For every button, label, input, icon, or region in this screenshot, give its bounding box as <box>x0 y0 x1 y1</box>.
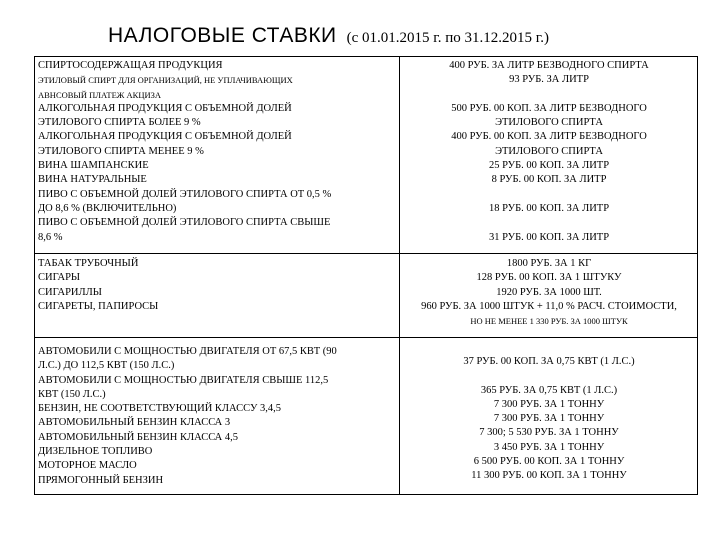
rate-line: 1920 РУБ. ЗА 1000 ШТ. <box>496 286 602 298</box>
rate-line: 3 450 РУБ. ЗА 1 ТОННУ <box>493 441 605 453</box>
alcohol-rates-cell <box>401 59 697 245</box>
rate-line <box>401 369 697 383</box>
product-line: ТАБАК ТРУБОЧНЫЙ <box>38 258 139 269</box>
product-line: СИГАРЕТЫ, ПАПИРОСЫ <box>38 300 159 312</box>
rate-line: ЭТИЛОВОГО СПИРТА <box>495 117 603 129</box>
product-line: МОТОРНОЕ МАСЛО <box>38 460 137 472</box>
product-line: АВНСОВЫЙ ПЛАТЕЖ АКЦИЗА <box>38 89 162 100</box>
rate-line: 7 300 РУБ. ЗА 1 ТОННУ <box>493 413 605 425</box>
product-line: СИГАРИЛЛЫ <box>38 286 102 298</box>
column-divider <box>399 57 400 494</box>
rate-line: 7 300 РУБ. ЗА 1 ТОННУ <box>493 398 605 410</box>
product-line: ДО 8,6 % (ВКЛЮЧИТЕЛЬНО) <box>38 202 177 214</box>
rate-line: 8 РУБ. 00 КОП. ЗА ЛИТР <box>491 174 607 186</box>
rate-line: 31 РУБ. 00 КОП. ЗА ЛИТР <box>488 231 610 243</box>
rate-line: 960 РУБ. ЗА 1000 ШТУК + 11,0 % РАСЧ. СТОИМОСТИ, <box>421 300 677 312</box>
product-line: ПИВО С ОБЪЕМНОЙ ДОЛЕЙ ЭТИЛОВОГО СПИРТА СВЫШЕ <box>38 217 331 229</box>
rate-line: 500 РУБ. 00 КОП. ЗА ЛИТР БЕЗВОДНОГО <box>451 102 647 114</box>
tobacco-rates-cell <box>401 257 697 328</box>
product-line: 8,6 % <box>38 231 63 243</box>
rate-line: ЭТИЛОВОГО СПИРТА <box>495 145 603 157</box>
title-main: НАЛОГОВЫЕ СТАВКИ <box>108 24 337 47</box>
product-line: ВИНА ШАМПАНСКИЕ <box>38 160 149 172</box>
rate-line: 11 300 РУБ. 00 КОП. ЗА 1 ТОННУ <box>471 470 627 482</box>
product-line: ПРЯМОГОННЫЙ БЕНЗИН <box>38 474 164 486</box>
product-line: СИГАРЫ <box>38 272 81 284</box>
rate-line <box>401 216 697 230</box>
rate-line: 6 500 РУБ. 00 КОП. ЗА 1 ТОННУ <box>473 456 625 468</box>
rate-line: 365 РУБ. ЗА 0,75 КВТ (1 Л.С.) <box>480 384 618 396</box>
vehicles-fuel-products-cell <box>38 345 394 488</box>
product-line: АВТОМОБИЛИ С МОЩНОСТЬЮ ДВИГАТЕЛЯ ОТ 67,5 КВТ (90 <box>38 346 337 357</box>
rate-line <box>401 88 697 102</box>
page-title <box>108 24 549 48</box>
section-divider-1 <box>35 253 697 254</box>
product-line: ПИВО С ОБЪЕМНОЙ ДОЛЕЙ ЭТИЛОВОГО СПИРТА ОТ 0,5 % <box>38 188 332 200</box>
product-line: СПИРТОСОДЕРЖАЩАЯ ПРОДУКЦИЯ <box>38 60 223 71</box>
title-period: (с 01.01.2015 г. по 31.12.2015 г.) <box>346 30 550 46</box>
product-line: АЛКОГОЛЬНАЯ ПРОДУКЦИЯ С ОБЪЕМНОЙ ДОЛЕЙ <box>38 131 292 143</box>
rate-line <box>401 188 697 202</box>
section-divider-2 <box>35 337 697 338</box>
rate-line: 400 РУБ. ЗА ЛИТР БЕЗВОДНОГО СПИРТА <box>449 60 649 71</box>
product-line: БЕНЗИН, НЕ СООТВЕТСТВУЮЩИЙ КЛАССУ 3,4,5 <box>38 403 282 415</box>
product-line: ДИЗЕЛЬНОЕ ТОПЛИВО <box>38 446 153 458</box>
rate-line: 1800 РУБ. ЗА 1 КГ <box>506 258 592 269</box>
product-line: ЭТИЛОВЫЙ СПИРТ ДЛЯ ОРГАНИЗАЦИЙ, НЕ УПЛАЧИВАЮЩИХ <box>38 75 293 86</box>
rate-line: 7 300; 5 530 РУБ. ЗА 1 ТОННУ <box>479 427 619 439</box>
tax-rates-table <box>34 56 698 495</box>
rate-line: 400 РУБ. 00 КОП. ЗА ЛИТР БЕЗВОДНОГО <box>451 131 647 143</box>
product-line: ВИНА НАТУРАЛЬНЫЕ <box>38 174 147 186</box>
product-line: АЛКОГОЛЬНАЯ ПРОДУКЦИЯ С ОБЪЕМНОЙ ДОЛЕЙ <box>38 102 292 114</box>
rate-line: 93 РУБ. ЗА ЛИТР <box>509 74 589 86</box>
product-line: КВТ (150 Л.С.) <box>38 388 106 400</box>
tobacco-products-cell <box>38 257 394 314</box>
product-line: АВТОМОБИЛИ С МОЩНОСТЬЮ ДВИГАТЕЛЯ СВЫШЕ 112,5 <box>38 374 329 386</box>
product-line: ЭТИЛОВОГО СПИРТА БОЛЕЕ 9 % <box>38 117 201 129</box>
rate-line: 25 РУБ. 00 КОП. ЗА ЛИТР <box>488 160 610 172</box>
product-line: АВТОМОБИЛЬНЫЙ БЕНЗИН КЛАССА 4,5 <box>38 431 239 443</box>
rate-line: НО НЕ МЕНЕЕ 1 330 РУБ. ЗА 1000 ШТУК <box>470 316 628 327</box>
vehicles-fuel-rates-cell <box>401 355 697 484</box>
rate-line: 128 РУБ. 00 КОП. ЗА 1 ШТУКУ <box>476 272 622 284</box>
product-line: АВТОМОБИЛЬНЫЙ БЕНЗИН КЛАССА 3 <box>38 417 231 429</box>
product-line: ЭТИЛОВОГО СПИРТА МЕНЕЕ 9 % <box>38 145 204 157</box>
product-line: Л.С.) ДО 112,5 КВТ (150 Л.С.) <box>38 360 175 372</box>
alcohol-products-cell <box>38 59 394 245</box>
rate-line: 18 РУБ. 00 КОП. ЗА ЛИТР <box>488 202 610 214</box>
rate-line: 37 РУБ. 00 КОП. ЗА 0,75 КВТ (1 Л.С.) <box>463 356 635 367</box>
